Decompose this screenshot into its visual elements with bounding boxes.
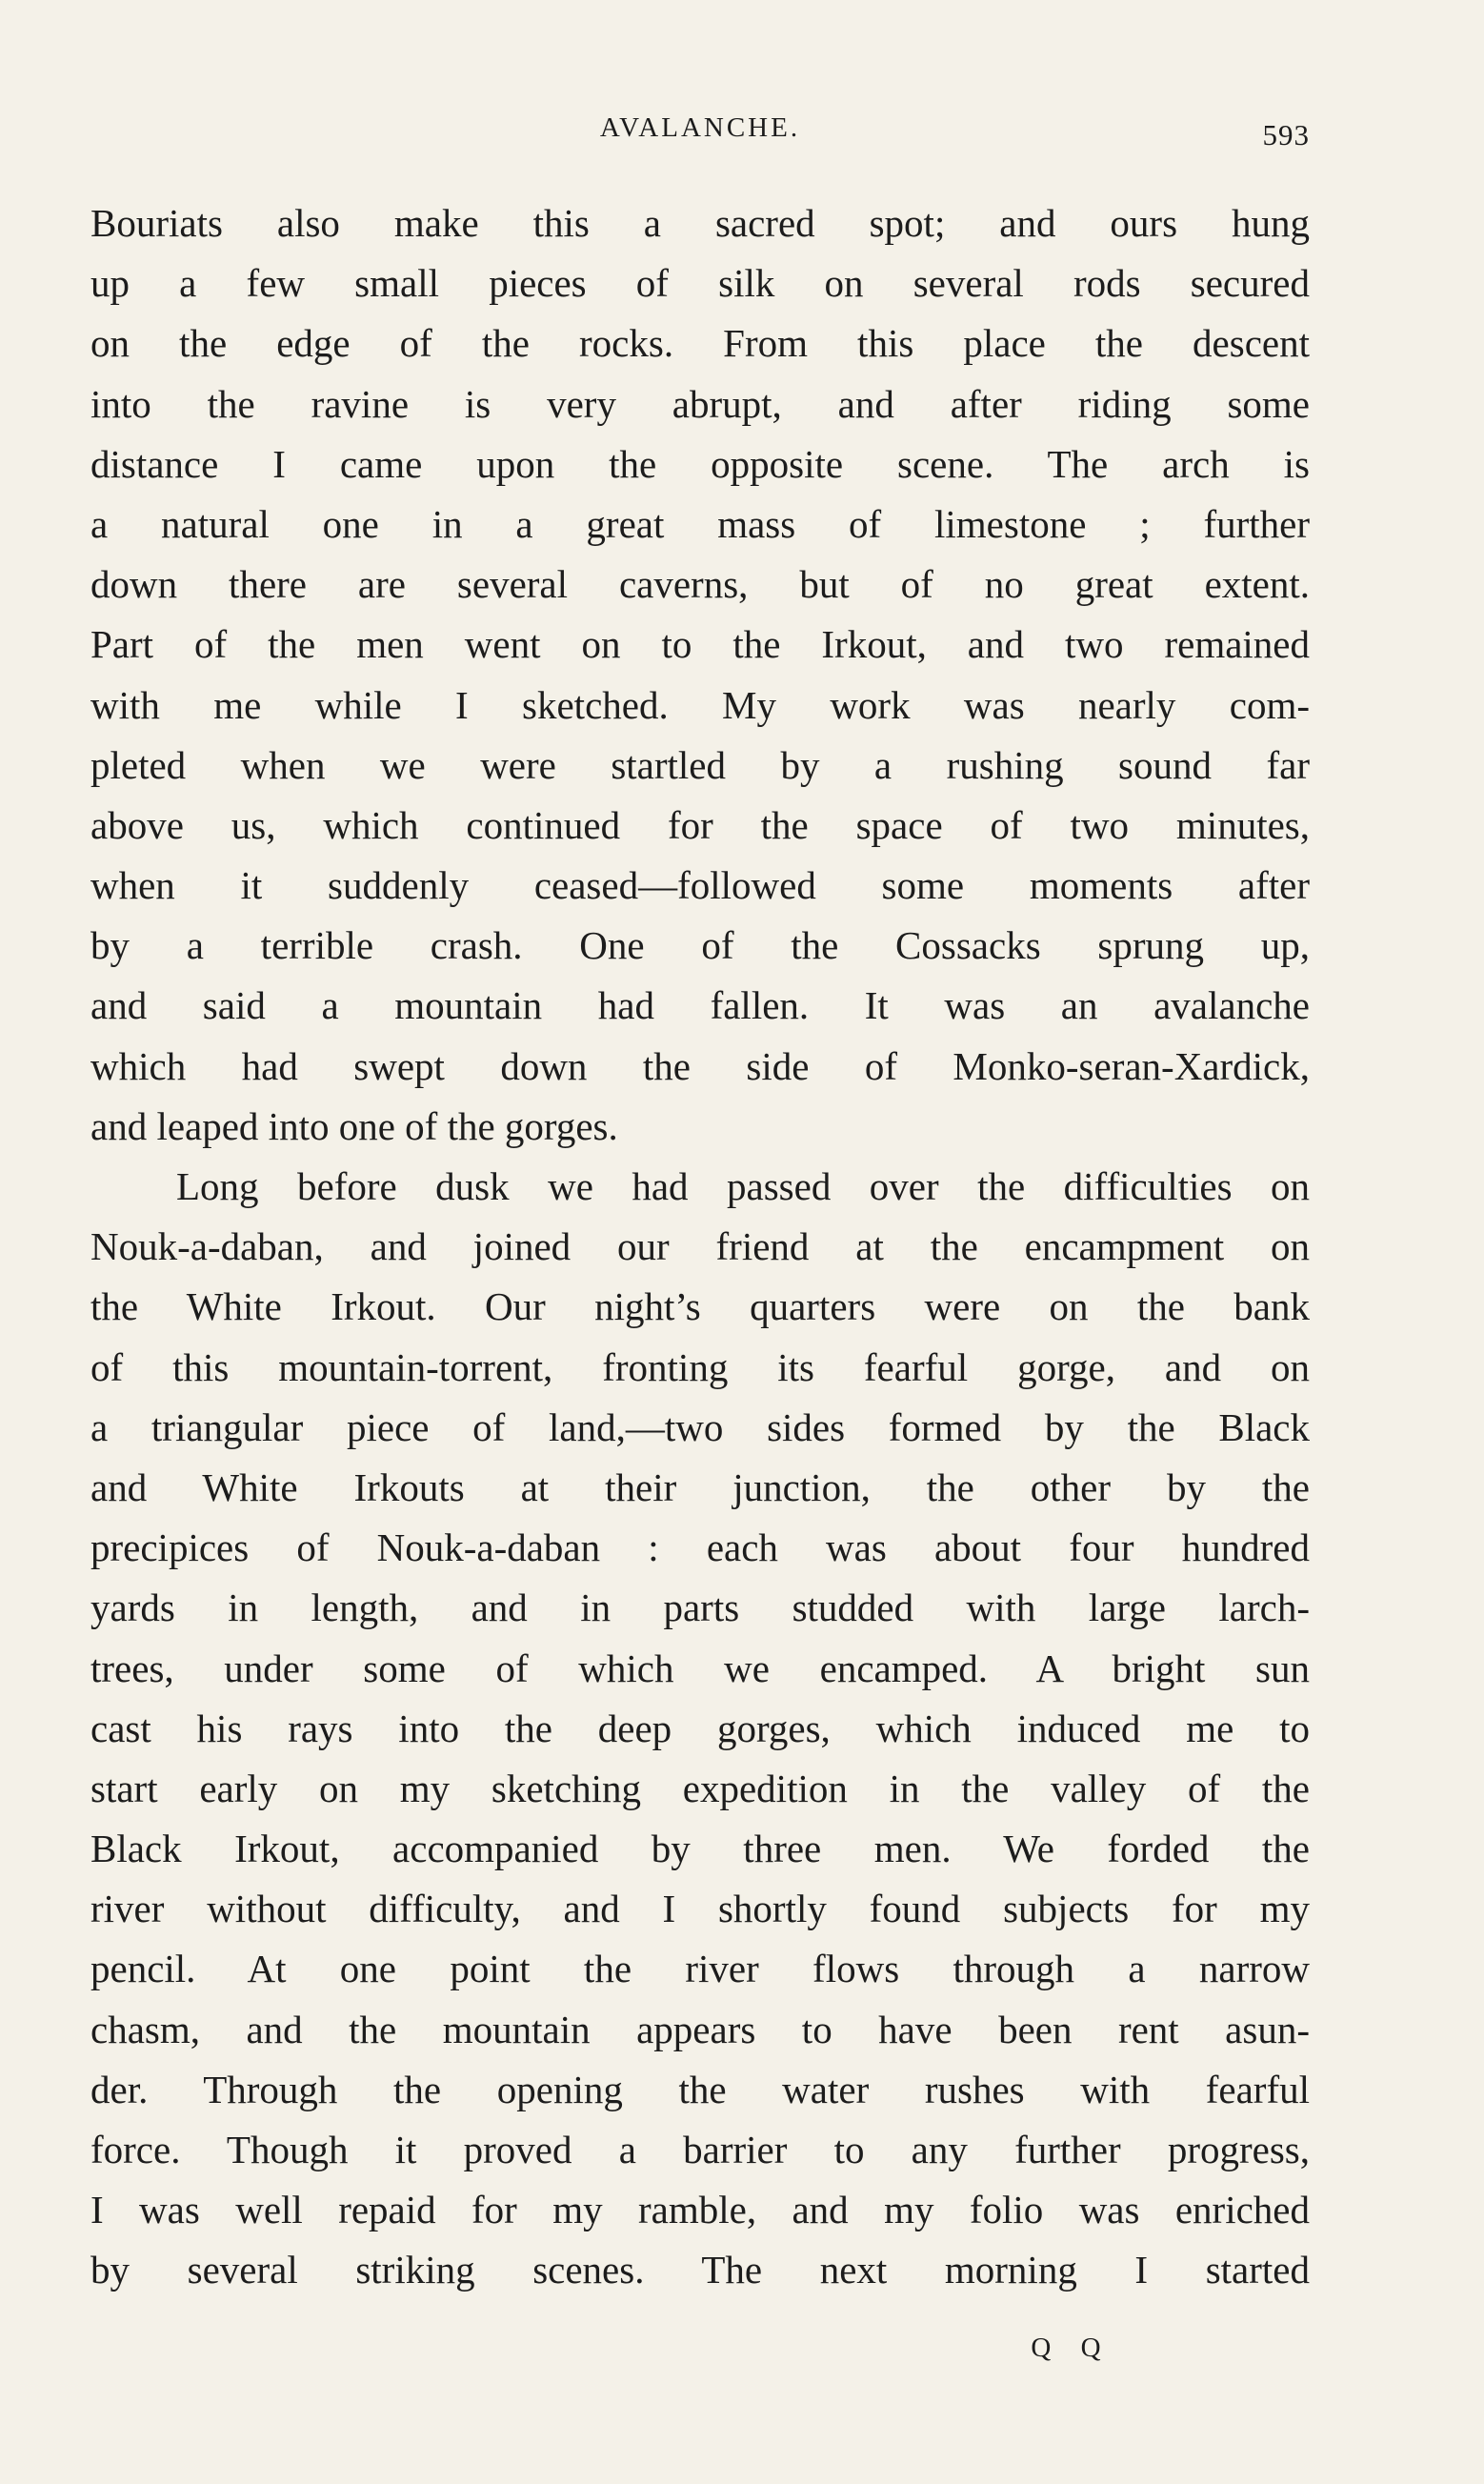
- text-line: Part of the men went on to the Irkout, and two remained: [90, 622, 1310, 667]
- text-line: by a terrible crash. One of the Cossacks sprung up,: [90, 923, 1310, 968]
- text-line: Nouk-a-daban, and joined our friend at the encampment on: [90, 1224, 1310, 1269]
- text-line: cast his rays into the deep gorges, which induced me to: [90, 1706, 1310, 1750]
- text-line: river without difficulty, and I shortly found subjects for my: [90, 1887, 1310, 1931]
- text-line: up a few small pieces of silk on several rods secured: [90, 261, 1310, 306]
- text-line: of this mountain-torrent, fronting its fearful gorge, and on: [90, 1344, 1310, 1389]
- text-line: a natural one in a great mass of limestone ; further: [90, 501, 1310, 546]
- text-line: with me while I sketched. My work was nearly com-: [90, 682, 1310, 727]
- text-line: precipices of Nouk-a-daban : each was about four hundred: [90, 1525, 1310, 1570]
- signature-mark: Q Q: [1031, 2333, 1113, 2363]
- text-line: which had swept down the side of Monko-seran-Xardick,: [90, 1043, 1310, 1088]
- text-line: on the edge of the rocks. From this place the descent: [90, 321, 1310, 366]
- text-line: above us, which continued for the space of two minutes,: [90, 802, 1310, 847]
- text-line: and White Irkouts at their junction, the other by the: [90, 1464, 1310, 1509]
- text-line: when it suddenly ceased—followed some moments after: [90, 863, 1310, 908]
- text-line: down there are several caverns, but of no great extent.: [90, 562, 1310, 607]
- text-line: the White Irkout. Our night’s quarters were on the bank: [90, 1284, 1310, 1329]
- text-line: der. Through the opening the water rushes with fearful: [90, 2067, 1310, 2111]
- text-line: start early on my sketching expedition in the valley of the: [90, 1766, 1310, 1810]
- running-title: AVALANCHE.: [599, 112, 801, 143]
- text-line: I was well repaid for my ramble, and my folio was enriched: [90, 2188, 1310, 2232]
- text-line: and said a mountain had fallen. It was an avalanche: [90, 983, 1310, 1028]
- text-line: chasm, and the mountain appears to have been rent asun-: [90, 2007, 1310, 2051]
- paragraph-start-line: Long before dusk we had passed over the difficulties on: [176, 1164, 1310, 1208]
- paragraph-end-line: and leaped into one of the gorges.: [90, 1103, 618, 1148]
- page-number: 593: [1262, 118, 1310, 151]
- text-line: Black Irkout, accompanied by three men. We forded the: [90, 1827, 1310, 1871]
- running-head: [90, 112, 1310, 160]
- text-line: a triangular piece of land,—two sides formed by the Black: [90, 1404, 1310, 1449]
- text-line: force. Though it proved a barrier to any further progress,: [90, 2128, 1310, 2171]
- text-line: Bouriats also make this a sacred spot; and ours hung: [90, 201, 1310, 245]
- text-line: pencil. At one point the river flows through a narrow: [90, 1947, 1310, 1991]
- text-line: by several striking scenes. The next morning I started: [90, 2248, 1310, 2292]
- text-line: trees, under some of which we encamped. A bright sun: [90, 1646, 1310, 1690]
- text-line: distance I came upon the opposite scene. The arch is: [90, 441, 1310, 486]
- text-line: yards in length, and in parts studded with large larch-: [90, 1585, 1310, 1630]
- text-line: into the ravine is very abrupt, and after riding some: [90, 381, 1310, 426]
- text-line: pleted when we were startled by a rushing sound far: [90, 742, 1310, 787]
- body-text: [90, 193, 1310, 2301]
